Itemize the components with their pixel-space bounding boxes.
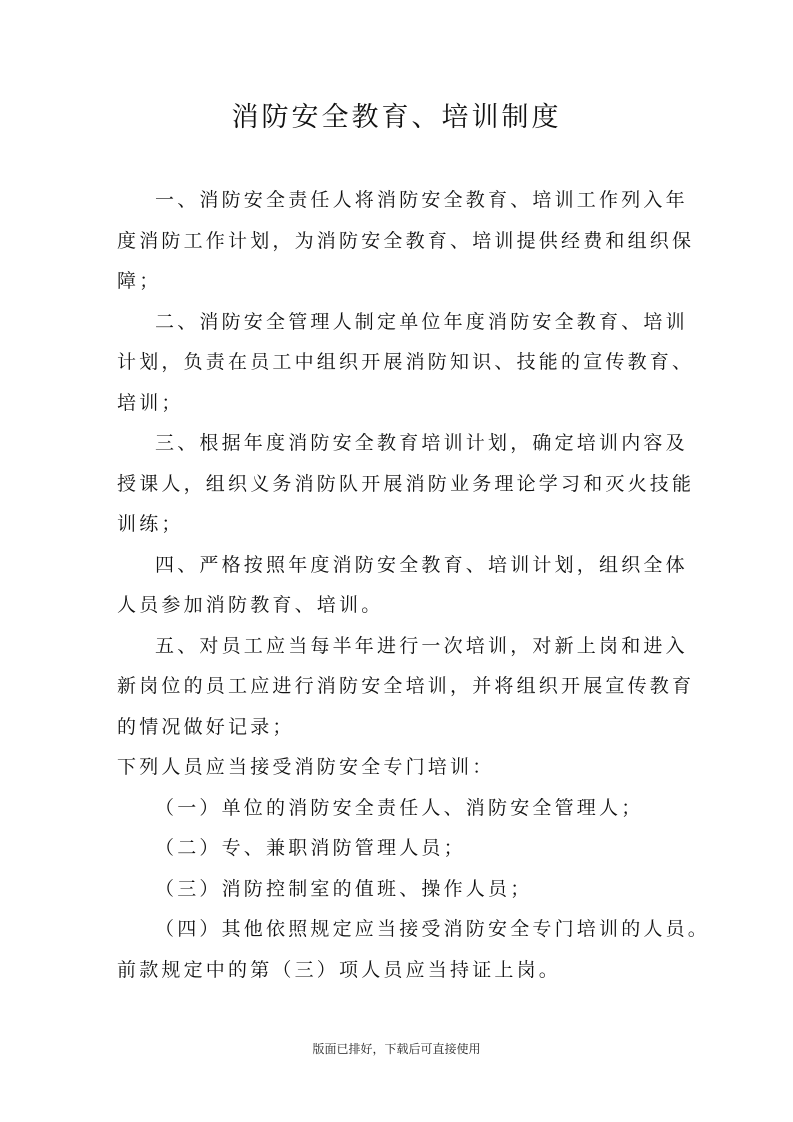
list-item-4: （四）其他依照规定应当接受消防安全专门培训的人员。 [155, 918, 711, 940]
list-item-3: （三）消防控制室的值班、操作人员； [155, 877, 533, 900]
paragraph-1-line-2: 度消防工作计划，为消防安全教育、培训提供经费和组织保 [117, 229, 695, 252]
paragraph-2-line-2: 计划，负责在员工中组织开展消防知识、技能的宣传教育、 [117, 351, 695, 373]
special-training-intro: 下列人员应当接受消防安全专门培训： [117, 756, 495, 778]
certification-note: 前款规定中的第（三）项人员应当持证上岗。 [117, 958, 562, 981]
paragraph-5-line-1: 五、对员工应当每半年进行一次培训，对新上岗和进入 [155, 634, 688, 657]
paragraph-3-line-2: 授课人，组织义务消防队开展消防业务理论学习和灭火技能 [117, 472, 695, 495]
paragraph-1-line-3: 障； [117, 270, 162, 292]
list-item-2: （二）专、兼职消防管理人员； [155, 837, 466, 859]
paragraph-4-line-2: 人员参加消防教育、培训。 [117, 594, 384, 616]
document-title: 消防安全教育、培训制度 [231, 102, 562, 133]
paragraph-1-line-1: 一、消防安全责任人将消防安全教育、培训工作列入年 [155, 189, 688, 211]
page-footer-note: 版面已排好，下载后可直接使用 [312, 1042, 481, 1056]
paragraph-3-line-1: 三、根据年度消防安全教育培训计划，确定培训内容及 [155, 432, 688, 454]
paragraph-5-line-2: 新岗位的员工应进行消防安全培训，并将组织开展宣传教育 [117, 675, 695, 697]
paragraph-5-line-3: 的情况做好记录； [117, 715, 295, 738]
paragraph-2-line-3: 培训； [117, 391, 184, 414]
paragraph-4-line-1: 四、严格按照年度消防安全教育、培训计划，组织全体 [155, 553, 688, 576]
document-body [117, 180, 711, 990]
paragraph-3-line-3: 训练； [117, 513, 184, 535]
list-item-1: （一）单位的消防安全责任人、消防安全管理人； [155, 796, 644, 819]
paragraph-2-line-1: 二、消防安全管理人制定单位年度消防安全教育、培训 [155, 310, 688, 333]
